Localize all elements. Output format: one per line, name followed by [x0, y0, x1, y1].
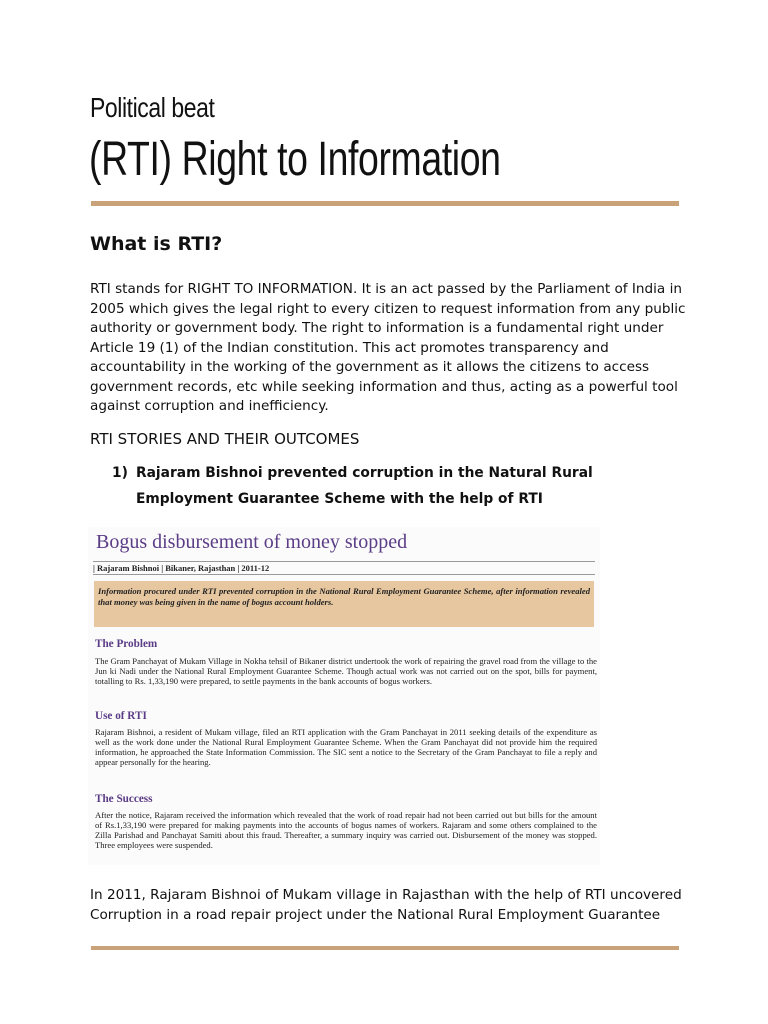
stories-heading: RTI STORIES AND THEIR OUTCOMES	[90, 430, 360, 448]
clipping-success-text: After the notice, Rajaram received the information which revealed that the work of road repair had not been carried out but bills for the amount of Rs.1,33,190 were prepared for making payments into the accounts of bogus names of workers. Rajaram and some others complained to the Zilla Parishad and Panchayat Samiti about this fraud. Thereafter, a summary inquiry was carried out. Disbursement of the money was stopped. Three employees were suspended.	[95, 810, 597, 850]
clipping-problem-heading: The Problem	[95, 638, 158, 650]
clipping-meta: | Rajaram Bishnoi | Bikaner, Rajasthan | 2011-12	[93, 561, 595, 575]
clipping-success-heading: The Success	[95, 793, 153, 805]
footer-divider	[91, 946, 679, 950]
story-list-item	[112, 460, 672, 512]
rti-definition-paragraph: RTI stands for RIGHT TO INFORMATION. It is an act passed by the Parliament of India in 2005 which gives the legal right to every citizen to request information from any public authority or government body. The right to information is a fundamental right under Article 19 (1) of the Indian constitution. This act promotes transparency and accountability in the working of the government as it allows the citizens to access government records, etc while seeking information and thus, acting as a powerful tool against corruption and inefficiency.	[90, 281, 686, 414]
section-kicker: Political beat	[90, 92, 215, 123]
clipping-use-heading: Use of RTI	[95, 710, 147, 722]
story-text: Rajaram Bishnoi prevented corruption in the Natural Rural Employment Guarantee Scheme with the help of RTI	[136, 465, 593, 507]
clipping-problem-text: The Gram Panchayat of Mukam Village in Nokha tehsil of Bikaner district undertook the work of repairing the gravel road from the village to the Jun ki Nadi under the National Rural Employment Guarantee Scheme. Though actual work was not carried out on the spot, bills for payment, totalling to Rs. 1,33,190 were prepared, to settle payments in the bank accounts of bogus workers.	[95, 656, 597, 686]
clipping-title: Bogus disbursement of money stopped	[96, 531, 408, 553]
page-title: (RTI) Right to Information	[89, 133, 501, 186]
news-clipping-image	[88, 527, 600, 865]
story-number: 1)	[112, 465, 128, 481]
what-is-rti-heading: What is RTI?	[90, 233, 223, 255]
title-divider	[91, 201, 679, 206]
closing-paragraph: In 2011, Rajaram Bishnoi of Mukam village in Rajasthan with the help of RTI uncovered Corruption in a road repair project under the National Rural Employment Guarantee	[90, 887, 682, 923]
clipping-highlight-box: Information procured under RTI prevented corruption in the National Rural Employment Guarantee Scheme, after information revealed that money was being given in the name of bogus account holders.	[94, 581, 594, 627]
clipping-use-text: Rajaram Bishnoi, a resident of Mukam village, filed an RTI application with the Gram Panchayat in 2011 seeking details of the expenditure as well as the work done under the National Rural Employment Guarantee Scheme. When the Gram Panchayat did not provide him the required information, he approached the State Information Commission. The SIC sent a notice to the Secretary of the Gram Panchayat to file a reply and appear personally for the hearing.	[95, 727, 597, 767]
